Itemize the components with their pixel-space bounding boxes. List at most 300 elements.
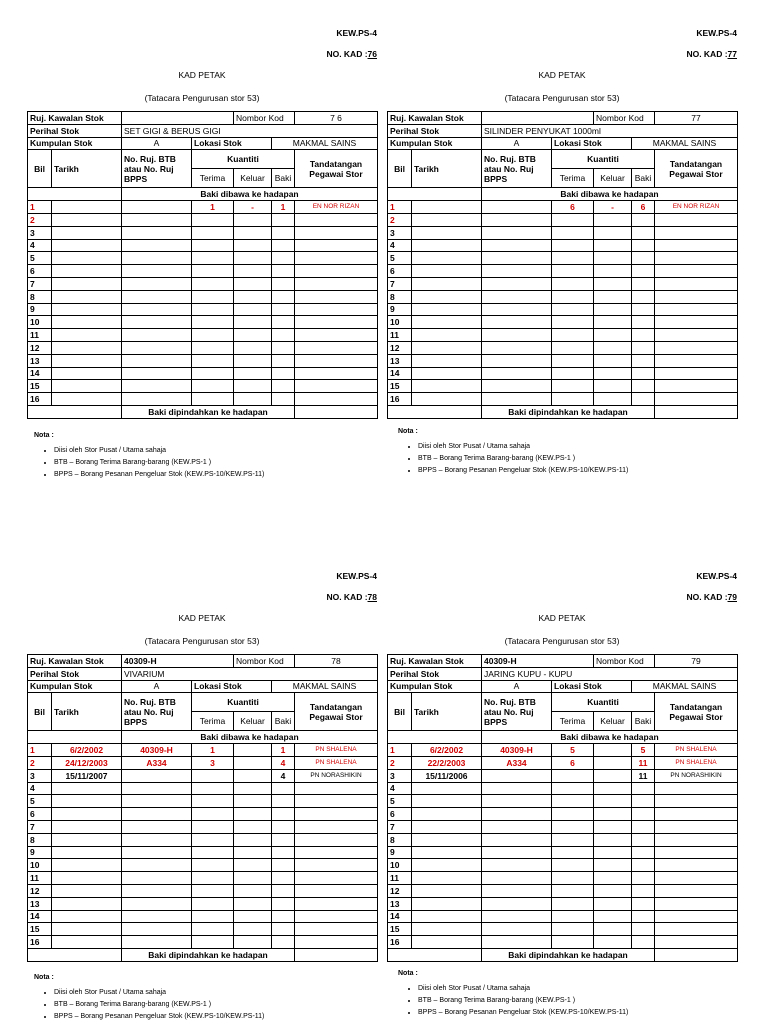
row-tarikh — [412, 277, 482, 290]
row-bil: 3 — [28, 769, 52, 782]
row-no-ruj — [122, 910, 192, 923]
row-terima — [192, 820, 234, 833]
row-tandatangan — [655, 393, 738, 406]
row-baki — [632, 265, 655, 278]
row-no-ruj — [482, 769, 552, 782]
col-no-ruj-line-1: No. Ruj. BTB — [484, 153, 536, 164]
row-no-ruj — [482, 897, 552, 910]
row-bil: 5 — [28, 795, 52, 808]
lokasi-stok-value: MAKMAL SAINS — [272, 137, 378, 150]
row-tandatangan — [295, 910, 378, 923]
row-baki — [632, 782, 655, 795]
row-keluar — [594, 393, 632, 406]
table-row — [388, 239, 738, 252]
row-tarikh: 15/11/2007 — [52, 769, 122, 782]
lokasi-stok-value: MAKMAL SAINS — [632, 680, 738, 693]
row-tandatangan — [295, 329, 378, 342]
table-row — [388, 808, 738, 821]
row-tarikh — [412, 782, 482, 795]
kad-number-value: 76 — [367, 49, 377, 59]
table-row — [28, 897, 378, 910]
row-no-ruj — [122, 341, 192, 354]
row-baki — [632, 354, 655, 367]
row-baki — [632, 277, 655, 290]
notes-list — [42, 447, 414, 478]
row-tarikh — [52, 833, 122, 846]
row-tandatangan — [655, 303, 738, 316]
row-terima — [192, 769, 234, 782]
row-baki — [632, 303, 655, 316]
row-no-ruj — [122, 846, 192, 859]
col-no-ruj-line-3: BPPS — [124, 716, 148, 727]
row-bil: 8 — [28, 290, 52, 303]
ruj-kawalan-label: Ruj. Kawalan Stok — [28, 655, 122, 668]
row-tandatangan — [295, 795, 378, 808]
row-no-ruj — [482, 910, 552, 923]
table-row — [388, 923, 738, 936]
card-subtitle: (Tatacara Pengurusan stor 53) — [144, 93, 260, 103]
row-bil: 6 — [388, 808, 412, 821]
row-baki — [272, 936, 295, 949]
row-bil: 1 — [388, 201, 412, 214]
row-terima — [192, 782, 234, 795]
col-bil: Bil — [28, 693, 52, 731]
notes-block — [34, 974, 414, 1025]
row-baki — [632, 213, 655, 226]
row-bil: 8 — [388, 290, 412, 303]
table-row — [28, 226, 378, 239]
row-terima — [552, 226, 594, 239]
row-bil: 14 — [388, 367, 412, 380]
table-row — [28, 872, 378, 885]
nombor-kod-label: Nombor Kod — [234, 112, 295, 125]
col-tandatangan-line-2: Pegawai Stor — [309, 168, 363, 179]
row-terima — [552, 897, 594, 910]
nota-label: Nota : — [34, 432, 54, 439]
note-item: • BPPS – Borang Pesanan Pengeluar Stok (KEW.PS-10/KEW.PS-11) — [54, 1013, 414, 1020]
row-tandatangan — [295, 872, 378, 885]
stock-card-table — [387, 654, 738, 962]
table-row — [388, 252, 738, 265]
perihal-stok-value: VIVARIUM — [122, 667, 378, 680]
table-row — [28, 239, 378, 252]
row-keluar — [234, 769, 272, 782]
row-bil: 14 — [388, 910, 412, 923]
row-baki — [272, 884, 295, 897]
row-terima — [192, 354, 234, 367]
row-terima — [192, 910, 234, 923]
table-row — [388, 393, 738, 406]
row-tarikh — [52, 329, 122, 342]
kad-number-line — [326, 49, 377, 59]
row-keluar — [234, 923, 272, 936]
col-terima: Terima — [192, 712, 234, 731]
row-baki — [272, 782, 295, 795]
table-row — [388, 910, 738, 923]
row-no-ruj — [482, 936, 552, 949]
row-tandatangan — [655, 884, 738, 897]
row-no-ruj: A334 — [482, 756, 552, 769]
row-no-ruj — [482, 808, 552, 821]
row-tandatangan: PN SHALENA — [295, 756, 378, 769]
row-terima — [192, 380, 234, 393]
row-tandatangan — [655, 833, 738, 846]
row-keluar — [594, 808, 632, 821]
row-no-ruj — [482, 380, 552, 393]
row-tarikh: 15/11/2006 — [412, 769, 482, 782]
kumpulan-stok-value: A — [482, 680, 552, 693]
row-tarikh — [52, 252, 122, 265]
row-tandatangan — [655, 859, 738, 872]
blank-cell — [655, 405, 738, 418]
row-no-ruj: 40309-H — [122, 744, 192, 757]
row-baki — [632, 833, 655, 846]
note-item: • Diisi oleh Stor Pusat / Utama sahaja — [54, 447, 414, 454]
row-tarikh — [412, 393, 482, 406]
row-baki — [272, 910, 295, 923]
table-row — [28, 782, 378, 795]
row-bil: 12 — [28, 884, 52, 897]
col-tandatangan — [655, 150, 738, 188]
table-row — [388, 897, 738, 910]
row-tarikh — [52, 213, 122, 226]
row-bil: 2 — [388, 213, 412, 226]
table-row — [28, 252, 378, 265]
table-row — [388, 354, 738, 367]
row-bil: 7 — [388, 277, 412, 290]
table-row — [388, 936, 738, 949]
row-tarikh — [412, 367, 482, 380]
row-baki — [272, 833, 295, 846]
kumpulan-stok-label: Kumpulan Stok — [388, 137, 482, 150]
row-baki — [632, 290, 655, 303]
row-tandatangan — [655, 367, 738, 380]
row-bil: 5 — [388, 252, 412, 265]
kad-number-value: 79 — [727, 592, 737, 602]
note-item: • BTB – Borang Terima Barang-barang (KEW.PS-1 ) — [418, 455, 768, 462]
row-no-ruj — [482, 226, 552, 239]
row-terima — [192, 226, 234, 239]
row-baki — [272, 329, 295, 342]
row-baki — [272, 239, 295, 252]
kad-petak-card-79 — [387, 543, 737, 973]
row-no-ruj — [122, 201, 192, 214]
note-item: • Diisi oleh Stor Pusat / Utama sahaja — [418, 443, 768, 450]
row-bil: 9 — [28, 303, 52, 316]
row-baki — [632, 367, 655, 380]
col-no-ruj-line-1: No. Ruj. BTB — [124, 153, 176, 164]
row-tandatangan — [655, 265, 738, 278]
row-keluar — [594, 769, 632, 782]
card-title: KAD PETAK — [178, 613, 226, 623]
row-keluar — [234, 380, 272, 393]
row-bil: 10 — [388, 859, 412, 872]
card-title: KAD PETAK — [538, 70, 586, 80]
row-no-ruj — [122, 239, 192, 252]
row-terima — [552, 277, 594, 290]
nombor-kod-value: 7 6 — [295, 112, 378, 125]
col-baki: Baki — [272, 169, 295, 188]
row-keluar — [234, 277, 272, 290]
row-baki — [272, 265, 295, 278]
row-baki — [632, 936, 655, 949]
row-no-ruj — [122, 380, 192, 393]
row-baki: 4 — [272, 756, 295, 769]
row-tarikh — [412, 226, 482, 239]
row-no-ruj — [482, 820, 552, 833]
row-no-ruj — [482, 884, 552, 897]
row-tandatangan — [655, 782, 738, 795]
perihal-stok-label: Perihal Stok — [388, 124, 482, 137]
row-terima — [552, 769, 594, 782]
row-baki — [272, 897, 295, 910]
row-terima: 3 — [192, 756, 234, 769]
table-row — [28, 846, 378, 859]
row-bil: 13 — [28, 354, 52, 367]
row-no-ruj — [482, 354, 552, 367]
row-tandatangan — [655, 936, 738, 949]
row-baki — [272, 252, 295, 265]
row-no-ruj — [122, 303, 192, 316]
baki-dibawa-label: Baki dibawa ke hadapan — [122, 188, 378, 201]
row-no-ruj — [482, 252, 552, 265]
row-terima — [192, 239, 234, 252]
row-baki — [272, 923, 295, 936]
row-no-ruj — [122, 884, 192, 897]
form-code: KEW.PS-4 — [696, 571, 737, 581]
row-no-ruj — [482, 277, 552, 290]
row-tarikh — [52, 265, 122, 278]
row-no-ruj — [122, 820, 192, 833]
row-tarikh — [52, 846, 122, 859]
row-bil: 10 — [28, 316, 52, 329]
row-terima — [552, 354, 594, 367]
row-terima — [192, 393, 234, 406]
row-no-ruj — [122, 859, 192, 872]
card-subtitle: (Tatacara Pengurusan stor 53) — [504, 636, 620, 646]
lokasi-stok-label: Lokasi Stok — [552, 680, 632, 693]
row-tandatangan — [655, 846, 738, 859]
row-keluar — [234, 846, 272, 859]
perihal-stok-value: SILINDER PENYUKAT 1000ml — [482, 124, 738, 137]
kad-petak-card-77 — [387, 0, 737, 430]
row-bil: 7 — [28, 277, 52, 290]
row-keluar — [234, 756, 272, 769]
table-row — [28, 329, 378, 342]
row-terima — [192, 290, 234, 303]
row-tarikh — [412, 316, 482, 329]
nombor-kod-value: 78 — [295, 655, 378, 668]
row-no-ruj — [482, 329, 552, 342]
row-tarikh — [412, 265, 482, 278]
row-terima: 5 — [552, 744, 594, 757]
kumpulan-stok-value: A — [482, 137, 552, 150]
col-tandatangan-line-2: Pegawai Stor — [669, 711, 723, 722]
row-bil: 6 — [28, 265, 52, 278]
row-baki — [632, 808, 655, 821]
table-row — [28, 884, 378, 897]
row-bil: 11 — [28, 872, 52, 885]
col-no-ruj-line-3: BPPS — [484, 716, 508, 727]
note-item: • Diisi oleh Stor Pusat / Utama sahaja — [54, 989, 414, 996]
col-bil: Bil — [388, 150, 412, 188]
row-keluar — [594, 380, 632, 393]
table-row — [28, 859, 378, 872]
notes-list — [406, 443, 768, 474]
row-tandatangan — [655, 910, 738, 923]
row-tandatangan — [295, 265, 378, 278]
blank-cell — [28, 948, 122, 961]
table-row — [388, 769, 738, 782]
table-row — [388, 329, 738, 342]
perihal-stok-label: Perihal Stok — [388, 667, 482, 680]
col-no-ruj-line-1: No. Ruj. BTB — [124, 696, 176, 707]
blank-cell — [388, 948, 482, 961]
row-terima — [552, 329, 594, 342]
row-baki: 1 — [272, 201, 295, 214]
table-row — [388, 316, 738, 329]
kumpulan-stok-label: Kumpulan Stok — [388, 680, 482, 693]
row-tarikh — [52, 380, 122, 393]
row-terima: 6 — [552, 201, 594, 214]
row-baki — [632, 316, 655, 329]
row-baki — [632, 923, 655, 936]
row-no-ruj — [482, 341, 552, 354]
col-tandatangan-line-1: Tandatangan — [309, 158, 363, 169]
row-keluar — [594, 795, 632, 808]
table-row — [388, 872, 738, 885]
row-terima — [552, 239, 594, 252]
table-row — [28, 354, 378, 367]
row-terima — [552, 782, 594, 795]
col-tarikh: Tarikh — [52, 693, 122, 731]
col-keluar: Keluar — [594, 712, 632, 731]
row-bil: 10 — [388, 316, 412, 329]
lokasi-stok-label: Lokasi Stok — [192, 680, 272, 693]
note-item: • Diisi oleh Stor Pusat / Utama sahaja — [418, 985, 768, 992]
note-item: • BPPS – Borang Pesanan Pengeluar Stok (KEW.PS-10/KEW.PS-11) — [418, 467, 768, 474]
stock-card-table — [387, 111, 738, 419]
row-baki — [632, 846, 655, 859]
card-title: KAD PETAK — [178, 70, 226, 80]
form-code: KEW.PS-4 — [696, 28, 737, 38]
row-bil: 12 — [388, 884, 412, 897]
row-no-ruj — [122, 833, 192, 846]
note-item: • BPPS – Borang Pesanan Pengeluar Stok (KEW.PS-10/KEW.PS-11) — [54, 471, 414, 478]
kad-petak-card-76 — [27, 0, 377, 430]
row-tarikh: 6/2/2002 — [412, 744, 482, 757]
row-tarikh — [412, 290, 482, 303]
blank-cell — [28, 405, 122, 418]
row-tandatangan — [655, 341, 738, 354]
row-tarikh — [412, 341, 482, 354]
ruj-kawalan-value: 40309-H — [482, 655, 594, 668]
col-bil: Bil — [388, 693, 412, 731]
row-baki — [272, 808, 295, 821]
baki-dibawa-label: Baki dibawa ke hadapan — [482, 188, 738, 201]
row-bil: 15 — [388, 923, 412, 936]
perihal-stok-label: Perihal Stok — [28, 667, 122, 680]
row-terima — [192, 213, 234, 226]
table-row — [388, 290, 738, 303]
row-no-ruj — [482, 859, 552, 872]
col-kuantiti: Kuantiti — [192, 150, 295, 169]
nombor-kod-value: 79 — [655, 655, 738, 668]
row-baki — [272, 290, 295, 303]
notes-block — [398, 970, 768, 1021]
row-keluar — [594, 316, 632, 329]
row-keluar — [594, 303, 632, 316]
row-baki — [632, 795, 655, 808]
row-baki — [272, 277, 295, 290]
table-row — [28, 265, 378, 278]
row-bil: 13 — [28, 897, 52, 910]
baki-dibawa-label: Baki dibawa ke hadapan — [482, 731, 738, 744]
row-keluar — [234, 910, 272, 923]
col-baki: Baki — [272, 712, 295, 731]
row-tandatangan: EN NOR RIZAN — [655, 201, 738, 214]
baki-dipindah-label: Baki dipindahkan ke hadapan — [482, 948, 655, 961]
row-keluar — [234, 341, 272, 354]
row-terima — [192, 872, 234, 885]
table-row — [388, 277, 738, 290]
row-terima — [552, 820, 594, 833]
row-keluar — [234, 329, 272, 342]
table-row — [28, 367, 378, 380]
row-keluar: - — [594, 201, 632, 214]
nombor-kod-label: Nombor Kod — [234, 655, 295, 668]
ruj-kawalan-label: Ruj. Kawalan Stok — [388, 655, 482, 668]
kumpulan-stok-value: A — [122, 137, 192, 150]
row-terima — [192, 303, 234, 316]
row-tandatangan — [655, 329, 738, 342]
nombor-kod-label: Nombor Kod — [594, 655, 655, 668]
col-kuantiti: Kuantiti — [552, 150, 655, 169]
row-tandatangan — [295, 316, 378, 329]
row-tarikh — [412, 859, 482, 872]
row-tandatangan — [295, 820, 378, 833]
row-terima — [552, 833, 594, 846]
baki-dipindah-label: Baki dipindahkan ke hadapan — [122, 405, 295, 418]
row-tarikh — [52, 820, 122, 833]
row-no-ruj — [482, 393, 552, 406]
row-tarikh — [412, 239, 482, 252]
row-keluar — [234, 744, 272, 757]
row-tarikh: 22/2/2003 — [412, 756, 482, 769]
row-no-ruj — [482, 303, 552, 316]
baki-dibawa-label: Baki dibawa ke hadapan — [122, 731, 378, 744]
row-keluar — [594, 341, 632, 354]
row-baki — [272, 795, 295, 808]
col-tandatangan-line-2: Pegawai Stor — [309, 711, 363, 722]
row-bil: 2 — [28, 756, 52, 769]
table-row — [28, 380, 378, 393]
row-bil: 16 — [28, 936, 52, 949]
row-terima — [552, 936, 594, 949]
row-baki: 6 — [632, 201, 655, 214]
row-no-ruj — [122, 782, 192, 795]
row-no-ruj — [482, 872, 552, 885]
row-tarikh — [412, 329, 482, 342]
row-tarikh — [412, 795, 482, 808]
row-no-ruj — [482, 290, 552, 303]
row-keluar — [234, 239, 272, 252]
row-bil: 1 — [28, 201, 52, 214]
row-bil: 7 — [388, 820, 412, 833]
row-no-ruj — [482, 923, 552, 936]
col-tandatangan-line-2: Pegawai Stor — [669, 168, 723, 179]
row-tarikh — [52, 226, 122, 239]
